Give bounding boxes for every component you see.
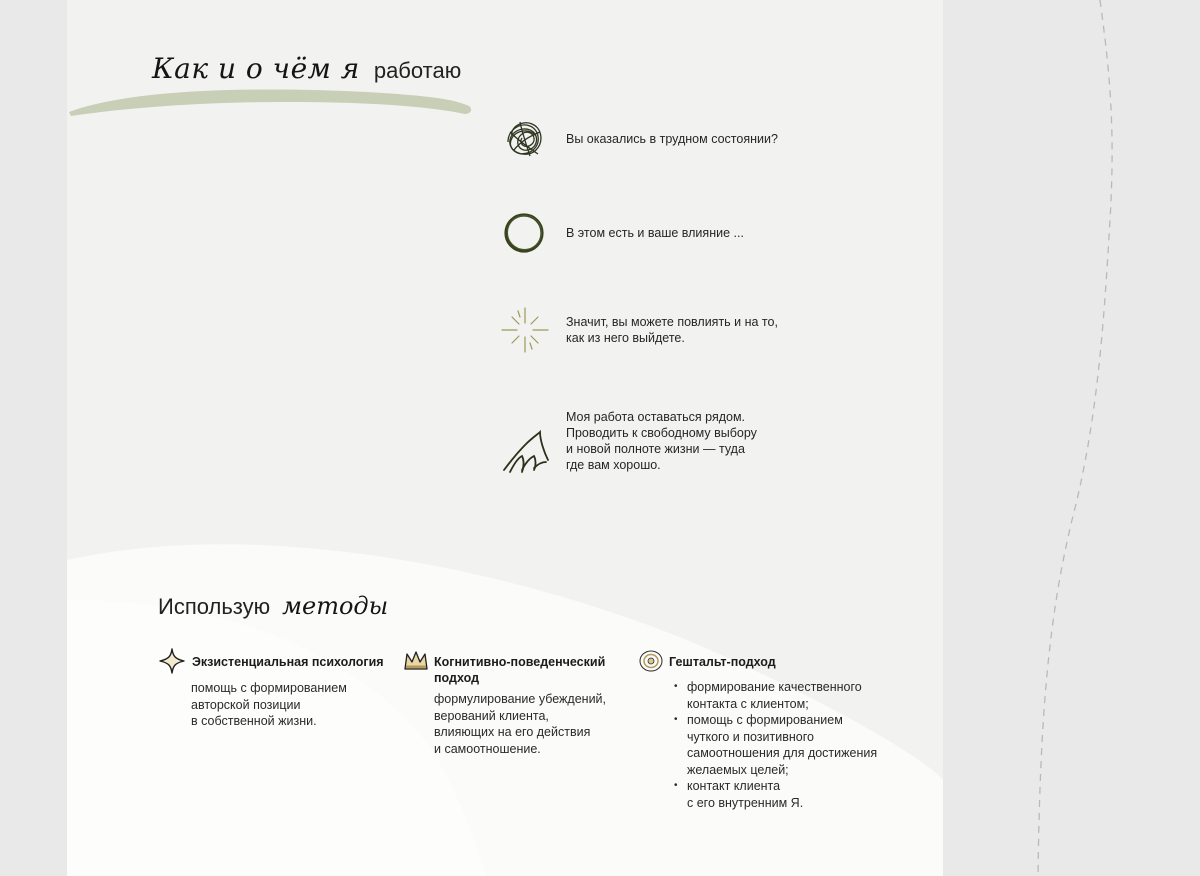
desc-line: помощь с формированием <box>191 681 347 695</box>
method-name <box>434 654 605 686</box>
method-name-line: Гештальт-подход <box>669 655 776 669</box>
bullet-item <box>674 679 897 712</box>
bullet-item <box>674 712 897 778</box>
bullet-line: чуткого и позитивного <box>687 729 814 744</box>
bullet-line: самоотношения для достижения <box>687 746 878 760</box>
step-item-2 <box>500 208 744 258</box>
star-icon <box>158 647 186 675</box>
method-name <box>669 654 776 670</box>
desc-line: в собственной жизни. <box>191 714 317 728</box>
method-description <box>191 680 388 730</box>
step-line: В этом есть и ваше влияние ... <box>566 226 744 240</box>
desc-line: и самоотношение. <box>434 741 541 756</box>
method-name <box>192 654 384 670</box>
bullet-line: • контакт клиента <box>687 779 781 793</box>
title-plain-part: работаю <box>373 58 462 83</box>
gestalt-bullet-list <box>674 679 897 811</box>
desc-line: формулирование убеждений, <box>434 692 607 706</box>
method-description <box>434 691 622 757</box>
step-line: Проводить к свободному выбору <box>566 426 757 440</box>
step-text-2 <box>566 225 744 241</box>
bullet-line: с его внутренним Я. <box>687 795 804 810</box>
step-item-1 <box>500 114 778 164</box>
bullet-line: • формирование качественного <box>687 680 862 694</box>
method-name-line: Экзистенциальная психология <box>192 655 384 669</box>
circle-icon <box>500 208 550 258</box>
desc-line: верований клиента, <box>434 708 549 723</box>
method-name-line: Когнитивно-поведенческий <box>434 655 606 669</box>
dashed-divider-line <box>1028 0 1128 876</box>
step-text-3 <box>566 314 778 346</box>
step-line: Моя работа оставаться рядом. <box>566 410 746 424</box>
step-item-3 <box>500 305 778 355</box>
step-text-1 <box>566 131 778 147</box>
method-name-line: подход <box>434 671 480 685</box>
bullet-line: контакта с клиентом; <box>687 696 809 711</box>
methods-title-script: методы <box>282 592 389 620</box>
method-existential <box>158 650 388 730</box>
methods-title <box>158 592 388 620</box>
bullet-item <box>674 778 897 811</box>
wing-icon <box>500 426 550 476</box>
bullet-line: • помощь с формированием <box>687 713 843 727</box>
methods-title-plain: Использую <box>158 594 271 619</box>
step-item-4 <box>500 408 757 476</box>
step-text-4 <box>566 409 757 473</box>
step-line: и новой полноте жизни — туда <box>566 442 745 456</box>
sparkle-icon <box>500 305 550 355</box>
crown-icon <box>402 647 430 675</box>
desc-line: влияющих на его действия <box>434 725 591 739</box>
bullet-line: желаемых целей; <box>687 762 789 777</box>
step-line: как из него выйдете. <box>566 331 685 345</box>
step-line: Вы оказались в трудном состоянии? <box>566 132 778 146</box>
desc-line: авторской позиции <box>191 697 301 712</box>
scribble-icon <box>500 114 550 164</box>
step-line: Значит, вы можете повлиять и на то, <box>566 315 778 329</box>
step-line: где вам хорошо. <box>566 458 661 472</box>
method-cbt <box>402 650 622 757</box>
title-script-part: Как и о чём я <box>152 52 360 85</box>
page-title <box>152 52 461 102</box>
method-gestalt <box>637 650 897 811</box>
spiral-icon <box>637 647 665 675</box>
